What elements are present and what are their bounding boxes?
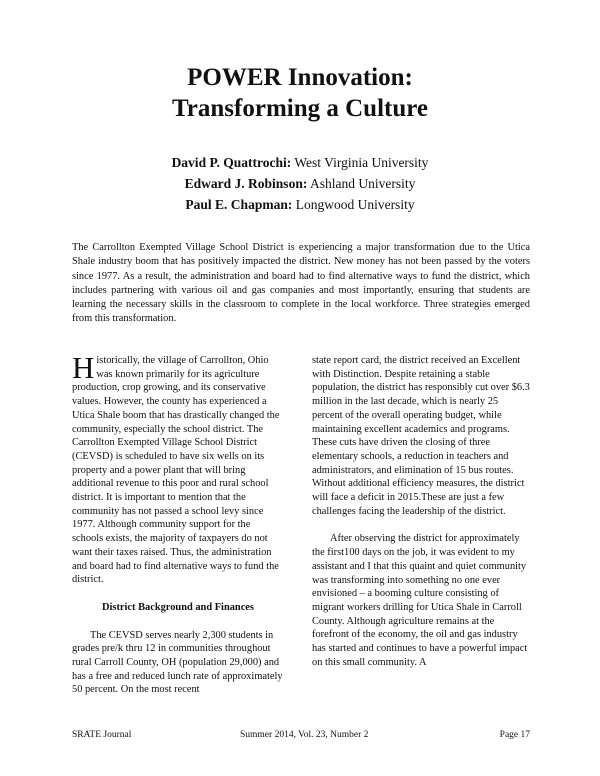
body-column-right <box>312 354 530 669</box>
intro-text: istorically, the village of Carrollton, Ohio was known primarily for its agriculture production, crop growing, and its conservative values. However, the county has experienced a Utica Shale boom that has drastically changed the community, especially the school district. The Carrollton Exempted Village School District (CEVSD) is scheduled to have six wells on its property and a power plant that will bring additional revenue to this poor and rural school district. It is important to mention that the community has not passed a school levy since 1977. Although community support for the schools exists, the majority of taxpayers do not want their taxes raised. Thus, the administration and board had to find alternative ways to fund the district. <box>72 355 280 586</box>
author-affiliation: Longwood University <box>295 197 415 212</box>
title-line-2: Transforming a Culture <box>171 95 429 122</box>
body-paragraph: The CEVSD serves nearly 2,300 students in grades pre/k thru 12 in communities throughout rural Carroll County, OH (population 29,000) and has a free and reduced lunch rate of approximately 50 percent. On the most recent <box>72 629 283 696</box>
author-entry <box>0 194 600 215</box>
section-heading: District Background and Finances <box>102 601 254 613</box>
drop-cap: H <box>72 350 95 385</box>
body-column-left <box>72 350 284 697</box>
author-entry <box>0 173 600 194</box>
author-affiliation: Ashland University <box>309 176 416 191</box>
author-name: Edward J. Robinson: <box>184 176 308 191</box>
abstract: The Carrollton Exempted Village School District is experiencing a major transformation due to the Utica Shale industry boom that has positively impacted the district. New money has not been passed by the voters since 1977. As a result, the administration and board had to find alternative ways to fund the district, which includes partnering with various oil and gas companies and most importantly, ensuring that students are learning the necessary skills in the classroom to complete in the local workforce. Three strategies emerged from this transformation. <box>72 242 530 325</box>
author-entry <box>0 152 600 173</box>
issue-info: Summer 2014, Vol. 23, Number 2 <box>240 730 369 740</box>
author-affiliation: West Virginia University <box>294 155 429 170</box>
body-paragraph: After observing the district for approximately the first100 days on the job, it was evident to my assistant and I that this quaint and quiet community was transforming into something no one ever envisioned – a booming culture consisting of migrant workers drilling for Utica Shale in Carroll County. Although agriculture remains at the forefront of the economy, the oil and gas industry has started and continues to have a powerful impact on this small community. A <box>312 533 528 668</box>
journal-name: SRATE Journal <box>72 730 132 740</box>
author-name: Paul E. Chapman: <box>185 197 293 212</box>
article-title <box>0 62 600 124</box>
author-name: David P. Quattrochi: <box>171 155 292 170</box>
title-line-1: POWER Innovation: <box>187 64 413 91</box>
author-list <box>0 152 600 215</box>
body-paragraph: state report card, the district received an Excellent with Distinction. Despite retaining a stable population, the district has responsibly cut over $6.3 million in the last decade, which is nearly 25 percent of the overall operating budget, while maintaining excellent academics and programs. These cuts have driven the closing of three elementary schools, a reduction in teachers and administrators, and elimination of 15 bus routes. Without additional efficiency measures, the district will face a deficit in 2015.These are just a few challenges facing the leadership of the district. <box>312 355 530 517</box>
page-number: Page 17 <box>499 730 530 740</box>
intro-paragraph <box>72 350 284 587</box>
